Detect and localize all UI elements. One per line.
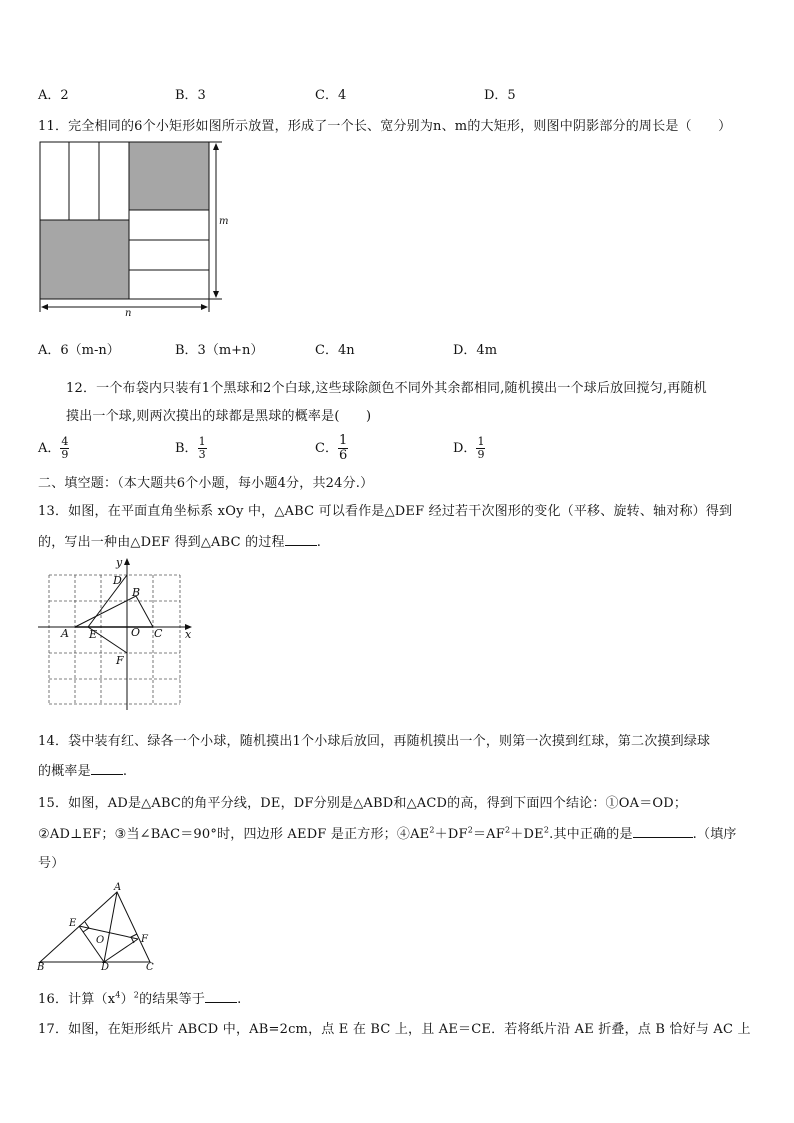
- q15-label-b: B: [37, 962, 45, 973]
- q11-label-n: n: [125, 308, 132, 319]
- q15-line1: 15．如图，AD是△ABC的角平分线，DE，DF分别是△ABD和△ACD的高，得到下面四个结论：①OA＝OD；: [38, 796, 688, 811]
- q13-label-a: A: [61, 627, 69, 640]
- q12-option-b-label: B．: [175, 441, 198, 456]
- q11-label-m: m: [219, 216, 229, 227]
- q10-option-d: D．5: [484, 88, 516, 103]
- q15-line2-part-d: ＋DE: [510, 827, 544, 842]
- q12-option-d-num: 1: [477, 435, 485, 448]
- q15-line2-part-c: ＝AF: [472, 827, 505, 842]
- q15-label-f: F: [141, 934, 148, 945]
- q14-line2-end: .: [122, 764, 128, 779]
- q15-sup-4: 2: [543, 825, 550, 835]
- q12-option-c-label: C．: [315, 441, 338, 456]
- q13-label-c: C: [154, 627, 163, 640]
- q12-option-a-num: 4: [61, 435, 69, 448]
- q13-line1: 13．如图，在平面直角坐标系 xOy 中，△ABC 可以看作是△DEF 经过若干次图形的变化（平移、旋转、轴对称）得到: [38, 504, 733, 519]
- q13-label-y: y: [116, 556, 123, 569]
- q16-text-a: 16．计算（x: [38, 992, 116, 1007]
- q13-label-x: x: [185, 628, 192, 641]
- q12-option-d-den: 9: [477, 448, 485, 461]
- q15-label-a: A: [114, 882, 122, 893]
- q15-label-c: C: [146, 962, 154, 973]
- q16-sup-2: 2: [133, 990, 140, 1000]
- q14-line2-text: 的概率是: [38, 764, 91, 779]
- q12-option-c-num: 1: [338, 433, 348, 448]
- q13-label-o: O: [131, 626, 141, 639]
- q16-sup-4: 4: [115, 990, 121, 1000]
- q12-option-c-den: 6: [338, 448, 348, 463]
- q15-line2-part-f: .（填序: [692, 827, 737, 842]
- q16-end: .: [237, 992, 242, 1007]
- q15-line2-part-b: ＋DF: [434, 827, 468, 842]
- q16-text-b: ）: [120, 992, 134, 1007]
- q11-option-c: C．4n: [315, 343, 355, 358]
- q12-line2: 摸出一个球,则两次摸出的球都是黑球的概率是( ): [66, 409, 372, 424]
- section2-title: 二、填空题：（本大题共6个小题，每小题4分，共24分.）: [38, 476, 374, 491]
- q13-line2-text: 的，写出一种由△DEF 得到△ABC 的过程: [38, 535, 285, 550]
- q15-label-e: E: [69, 918, 77, 929]
- q13-line2-end: .: [316, 535, 322, 550]
- q15-line3: 号）: [38, 856, 65, 871]
- q11-option-d: D．4m: [453, 343, 498, 358]
- q11-option-a: A．6（m-n）: [38, 343, 120, 358]
- q15-label-o: O: [96, 935, 105, 946]
- q10-option-a: A．2: [38, 88, 69, 103]
- q10-option-b: B．3: [175, 88, 206, 103]
- q10-option-c: C．4: [315, 88, 347, 103]
- q12-option-d-label: D．: [453, 441, 477, 456]
- q16-text-c: 的结果等于: [139, 992, 206, 1007]
- q13-label-b: B: [132, 586, 141, 599]
- q13-label-d: D: [113, 574, 122, 587]
- q15-sup-3: 2: [505, 825, 511, 835]
- q12-line1: 12．一个布袋内只装有1个黑球和2个白球,这些球除颜色不同外其余都相同,随机摸出一个球后放回搅匀,再随机: [66, 381, 707, 396]
- q15-line2-part-e: .其中正确的是: [549, 827, 633, 842]
- q14-line1: 14．袋中装有红、绿各一个小球，随机摸出1个小球后放回，再随机摸出一个，则第一次摸到红球，第二次摸到绿球: [38, 734, 711, 749]
- q13-label-e: E: [89, 628, 98, 641]
- q11-stem: 11．完全相同的6个小矩形如图所示放置，形成了一个长、宽分别为n、m的大矩形，则图中阴影部分的周长是（ ）: [38, 119, 732, 134]
- q13-label-f: F: [116, 654, 124, 667]
- q17-line1: 17．如图，在矩形纸片 ABCD 中，AB=2cm，点 E 在 BC 上，且 AE＝CE．若将纸片沿 AE 折叠，点 B 恰好与 AC 上: [38, 1022, 751, 1037]
- q12-option-a-den: 9: [61, 448, 69, 461]
- q11-option-b: B．3（m+n）: [175, 343, 264, 358]
- q15-label-d: D: [101, 962, 110, 973]
- q15-line2-part-a: ②AD⊥EF；③当∠BAC＝90°时，四边形 AEDF 是正方形；④AE: [38, 827, 430, 842]
- q16-line: [38, 988, 241, 1007]
- q16-answer-blank: [205, 990, 237, 1003]
- q15-sup-1: 2: [429, 825, 435, 835]
- q12-option-b-den: 3: [198, 448, 206, 461]
- q12-option-b-num: 1: [198, 435, 206, 448]
- q15-sup-2: 2: [467, 825, 473, 835]
- q12-option-a-label: A．: [38, 441, 61, 456]
